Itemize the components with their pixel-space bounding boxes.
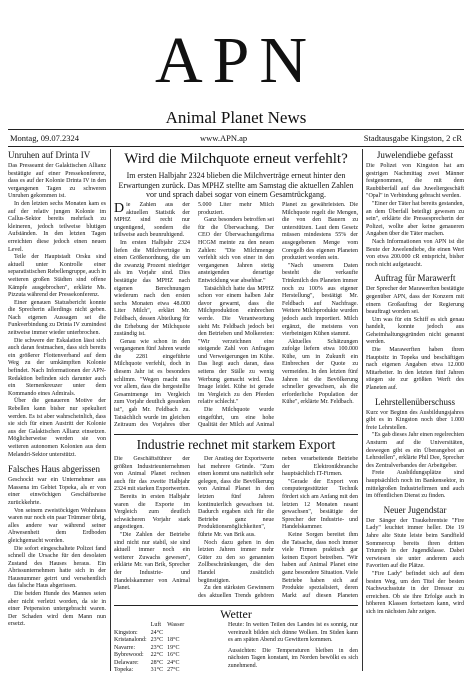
article-paragraph: Von seinem zweistöckigen Wohnhaus waren nur noch ein paar Trümmer übrig, alles andere war während seiner Abwesenheit dem Erdboden gleichgemacht worden. — [8, 507, 106, 544]
article-heading: Lehrstellenüberschuss — [375, 396, 455, 407]
masthead-subtitle: Animal Planet News — [165, 108, 307, 127]
left-column — [8, 150, 106, 673]
article-paragraph: Die beiden Hunde des Mannes seien aber nicht verletzt worden, da sie in einer Petpension untergebracht waren. Der Schaden wird dem Mann nun ersetzt. — [8, 591, 106, 628]
masthead-title: APN — [154, 24, 318, 97]
weather-row: Topeka: 31°C 27°C — [114, 667, 180, 673]
weather-table — [114, 622, 224, 675]
article-paragraph: Keine Sorgen bereitet ihm die Tatsache, dass noch immer viele Firmen praktisch gar keinen Export betreiben. "Wir haben auf Animal Planet eine ganz besondere Situation. Viele Betriebe haben sich auf Produkte spezialisiert, deren Markt auf diesen Planeten — [282, 531, 358, 599]
article-paragraph: "Die Zahlen der Betriebe sind nicht nur stabil, sie sind aktuell immer noch ein weiterer Zuwachs gewesen", erklärte Mr. van Brik, Sprecher der Industrie- und Handelskammer von Animal Planet. — [114, 531, 190, 592]
article-paragraph: Teile der Hauptstadt Orsku sind aktuell unter Kontrolle einer separatistischen Rebellengruppe, auch in weiteren großen Städten sind offene Kämpfe ausgebrochen", erklärte Ms. Pizzuta während der Pressekonferenz. — [8, 254, 106, 299]
column-divider — [362, 149, 363, 671]
issue-date: Montag, 09.07.2324 — [10, 133, 79, 143]
article-paragraph: Der Sänger der Traukehrentsie "Fire Lady" leuchtet immer heller. Die 19 Jahre alte Stute leiste beim Sandfield Sommercup bereits ihren dritten Triumph in der Jugendklasse. Dabei verwiesen sie unter anderem auch Favoriten auf die Plätze. — [366, 517, 464, 570]
weather-row: Navarre: 23°C 19°C — [114, 644, 180, 651]
article-paragraph: Nach Informationen von APN ist die Beute der Juwelendiebe, die einen Wert von etwa 200.000 cR entspricht, bisher noch nicht aufgetaucht. — [366, 238, 464, 268]
weather-row: Delaware: 28°C 24°C — [114, 659, 180, 666]
lead-body — [114, 202, 358, 432]
article-paragraph: Die Geschäftsführer der größten Industrieunternehmen von Animal Planet rechnen auch für das zweite Halbjahr 2324 mit starken Exportwerten. — [114, 456, 190, 493]
dateline — [10, 131, 462, 145]
article-heading: Auftrag für Marawerft — [374, 273, 456, 284]
article-heading: Unruhen auf Drinta IV — [8, 150, 91, 160]
top-rule — [8, 129, 464, 130]
section-rule — [114, 434, 358, 435]
article-paragraph: Das Presseamt der Galaktischen Allianz bestätigte auf einer Pressekonferenz, dass es auf der Kolonie Drinta IV in den vergangenen Tagen zu schweren Unruhen gekommen ist. — [8, 163, 106, 200]
weather-col-luft: Luft — [150, 622, 162, 628]
article-paragraph: In den letzten sechs Monaten kam es auf der relativ jungen Kolonie im Callus-Sektor bereits mehrfach zu kleineren, jedoch teilweise blutigen Aufständen. In den letzten Tagen erreichten diese jedoch einen neuen Level. — [8, 200, 106, 253]
weather-outlook: Aussichten: Die Temperaturen bleiben in den nächsten Tagen konstant, im Norden bewölkt es sich zunehmend. — [228, 647, 358, 669]
lead-headline: Wird die Milchquote erneut verfehlt? — [124, 151, 348, 167]
right-column — [366, 150, 464, 673]
second-body — [114, 456, 358, 603]
article-paragraph: "Einer der Täter hat bereits gestanden, an dem Überfall beteiligt gewesen zu sein", erklärte die Pressesprecherin der Polizei, wollte aber keine genaueren Angaben über die Täter machen. — [366, 200, 464, 238]
website-link[interactable]: www.APN.ap — [200, 133, 248, 143]
edition-price: Stadtausgabe Kingston, 2 cR — [363, 133, 462, 143]
article-paragraph: Über die genaueren Motive der Rebellen kann bisher nur spekuliert werden. Es ist aber wahrscheinlich, dass sie sich für einen Austritt der Kolonie aus der Galaktischen Allianz einsetzen. Möglicherweise werden sie von weiteren autonomen Kolonien aus dem Melandri-Sektor unterstützt. — [8, 398, 106, 458]
article-heading: Juwelendiebe gefasst — [376, 150, 454, 160]
article-paragraph: Ganz besonders betroffen sei für die Überwachung. Der CEO der Überwachungsfirma HCGM meinte zu den neuen Zahlen: "Die Milchmenge verfehlt sich von einer in den vergangenen Jahren stetig ansteigenden derartige Entwicklung war absehbar." — [198, 217, 274, 284]
weather-text — [228, 622, 358, 672]
article-heading: Falsches Haus abgerissen — [8, 464, 100, 475]
article-paragraph: Bereits in ersten Halbjahr waren die Exporte im Vergleich zum deutlich schwächeren Vorjahr stark angestiegen. — [114, 493, 190, 531]
weather-row: Kristanalond: 23°C 18°C — [114, 637, 180, 643]
article-paragraph: Kurz vor Beginn des Ausbildungsjahres gibt es in Kingston noch über 1.000 freie Lehrstellen. — [366, 409, 464, 431]
lead-deck: Im ersten Halbjahr 2324 blieben die Milchverträge erneut hinter den Erwartungen zurück. Das MPHZ stellte am Samstag die aktuellen Zahlen vor und sprach dabei sogar von einem Gesamtrückgang. — [118, 171, 354, 200]
weather-title: Wetter — [220, 607, 252, 621]
article-paragraph: Aktuelles Schätzungen zufolge liefern etwa 100.000 Kühe, um in Zukunft ein Einbrechen der Quote zu vermeiden. In den letzten fünf Jahren ist die Bevölkerung schneller gewachsen, als die erforderliche Population der Kühe", erklärte Mr. Feldbach. — [282, 338, 358, 406]
second-headline: Industrie rechnet mit starkem Export — [136, 437, 336, 452]
article-paragraph: Im ersten Halbjahr 2324 liefen die Milchverträge in einen Größenordnung, die um die zwanzig Prozent niedriger als im Vorjahr sind. Dies bestätigte das MPHZ nach eigenen Berechnungen wiederum nach den ersten sechs Monaten etwa 48.000 Liter Milch", erklärt Mr. Feldbach, dessen Abteilung für die Erhebung der Milchquote zuständig ist. — [114, 239, 190, 338]
article-paragraph: Die Marawerften haben ihren Hauptsitz in Topeka und beschäftigen nach eigenen Angaben etwa 12.000 Mitarbeiter. In den letzten fünf Jahren stiegen sie zur größten Werft des Planeten auf. — [366, 347, 464, 392]
article-paragraph: Die Polizei von Kingston hat am gestrigen Nachmittag zwei Männer festgenommen, die mit dem Raubüberfall auf das Juweliergeschäft "Opal" in Verbindung gebracht werden. — [366, 163, 464, 200]
article-paragraph: Einer genauen Statusbericht konnte die Sprecherin allerdings nicht geben. Nach eigenen Aussagen sei die Funkverbindung zu Drinta IV zumindest zeitweise immer wieder unterbrochen. — [8, 299, 106, 337]
dateline-rule — [8, 146, 464, 147]
article-paragraph: Die Milchquote wurde eingeführt, um eine hohe Qualität der Milch auf Animal Planet zu gewährleisten. Die Milchquote regelt die Mengen, die von den Bauern zu unterstützen. Laut dem Gesetz müssen mindestens 55% der ausgegebenen Menge vom Coregelb des eigenen Planeten produziert worden sein. — [198, 202, 358, 429]
article-paragraph: Um was für ein Schiff es sich genau handelt, konnte jedoch aus Geheimhaltungsgründen nicht genannt werden. — [366, 316, 464, 346]
article-paragraph: Genau wie schon in den vergangenen fünf Jahren wurde die 2281 eingeführte Milchquote verfehlt, doch in diesem Jahr ist es besonders schlimm. "Wegen macht uns vor allem, dass die hergestellte Gesamtmenge im Vergleich zum Vorjahr deutlich gesunken ist", gab Mr. Feldbach zu. Tatsächlich wurde im gleichen Zeitraum des Vorjahres über 5.000 Liter mehr Milch produziert. — [114, 202, 274, 429]
article-paragraph: "Fire Lady" befindet sich auf dem besten Weg, um den Titel der besten Nachwuchsstute in der Dressur zu erreichen. Ob sie ihre Erfolge auch in höheren Klassen fortsetzen kann, wird sich im nächsten Jahr zeigen. — [366, 570, 464, 615]
article-paragraph: Zu den stärksten Gewinnern des aktuellen Trends gehören neben verarbeitende Betriebe der Elektronikbranche hauptsächlich IT-Firmen. — [198, 456, 358, 599]
article-paragraph: Geschockt war ein Unternehmer aus Massena im Gebiet Topeka, als er von einer einwöchigen Geschäftsreise zurückkehrte. — [8, 477, 106, 506]
article-paragraph: "Gerade der Export von computergestützter Technik fördert sich am Anfang mit den letzten 12 Monaten rasant gewachsen", bestätigte der Sprecher der Industrie- und Handelskammer. — [282, 478, 358, 531]
weather-col-wasser: Wasser — [167, 622, 185, 628]
section-rule — [114, 605, 358, 606]
weather-row: Bybrewood: 22°C 16°C — [114, 652, 180, 658]
drop-cap: D — [114, 202, 125, 216]
article-paragraph: Der Sprecher der Marawerften bestätigte gegenüber APN, dass der Konzern mit einem Großauftrag der Regierung beauftragt worden sei. — [366, 286, 464, 316]
article-paragraph: Die sofort eingeschaltete Polizei fand schnell die Ursache für den desolaten Zustand des Hauses heraus. Ein Abrissunternehmen hatte sich in der Hausnummer geirrt und versehentlich das falsche Haus abgerissen. — [8, 545, 106, 590]
column-divider — [110, 149, 111, 671]
weather-row: Kingston: 24°C — [114, 629, 164, 636]
article-paragraph: Freie Ausbildungsplätze sind hauptsächlich noch im Bankensektor, in mittelgroßen Industriefirmen und auch im öffentlichen Dienst zu finden. — [366, 470, 464, 500]
article-paragraph: Tatsächlich hatte das MPHZ schon vor einem halben Jahr davor gewarnt, dass die Milchproduktion einbrechen werde. Die Verantwortung sieht Mr. Feldbach jedoch bei den Betrieben und Molkereien: "Wir verzeichnen eine steigende Zahl von Anfragen und Verweigerungen im Kühe. Das liegt auch daran, dass seitens der Ställe zu wenig Werbung gemacht wird. Das Image leidet. Kühe ist gerade im Vergleich zu den Pferden relativ schlecht." — [198, 285, 274, 406]
article-paragraph: Die schwere der Eskalation lässt sich auch daran festmachen, dass sich bereits ein größerer Flottenverband auf dem Weg zu der umkämpften Kolonie befindet. Nach Informationen der APN-Redaktion befinden sich darunter auch ein Sternenkreuzer unter dem Kommando eines Admirals. — [8, 337, 106, 397]
article-paragraph: Noch dazu gehen in den letzten Jahren immer mehr Güter zu den so genannten Zollbeschränkungen, die den Handel zusätzlich begünstigten. — [198, 539, 274, 584]
article-paragraph: ie Zahlen aus der aktuellen Statistik der MPHZ sind recht nur ungenügend, sondern die teilweise auch beunruhigend. — [114, 202, 190, 239]
article-heading: Neuer Jugendstar — [383, 504, 447, 515]
article-paragraph: Der Anstieg der Exportwerte hat mehrere Gründe. "Zum einen kommt uns natürlich sehr gelegen, dass die Bevölkerung von Animal Planet in den letzten fünf Jahren kontinuierlich gewachsen ist. Dadurch ergaben sich für die Betriebe ganz neue Produktionsmöglichkeiten", führte Mr. van Brik aus. — [198, 456, 274, 538]
weather-forecast: Heute: In weiten Teilen des Landes ist es sonnig, nur vereinzelt bilden sich dünne Wolken. Im Süden kann es am späten Abend zu Gewittern kommen. — [228, 622, 358, 644]
article-paragraph: "Nach unserem Daten besteht die verkaufte Trinkmilch des Planeten immer noch zu 100% aus eigener Herstellung", bestätigt Mr. Feldbach auf Nachfrage. Weitere Milchprodukte wurden jedoch auch importiert. Milch ergänzt, die meistens von vierbeinigen Kühen stammt. — [282, 262, 358, 338]
article-paragraph: "Es gab dieses Jahr einen regelrechten Ansturm auf die Universitäten, deswegen gibt es ein Überangebot an Lehrstellen", erklärte Phil Dee, Sprecher des Zentralverbandes der Arbeitgeber. — [366, 432, 464, 469]
